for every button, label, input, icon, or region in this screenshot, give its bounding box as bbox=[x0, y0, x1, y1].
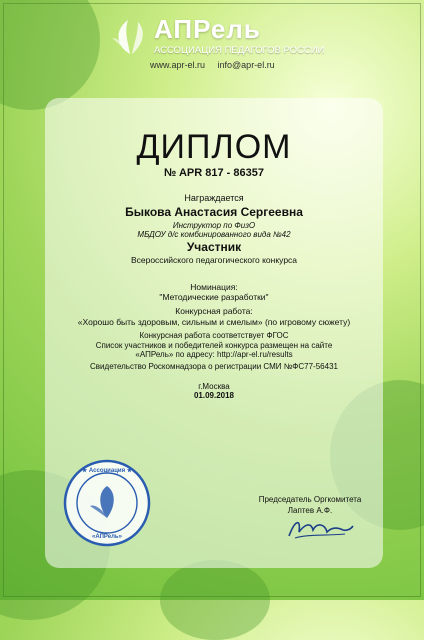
signatory-name: Лаптев А.Ф. bbox=[287, 506, 333, 515]
issue-city: г.Москва bbox=[198, 382, 230, 391]
awarded-label: Награждается bbox=[184, 193, 244, 203]
signatory-block bbox=[250, 494, 370, 516]
background-leaf bbox=[160, 560, 270, 640]
work-label: Конкурсная работа: bbox=[175, 306, 253, 316]
website-link[interactable]: www.apr-el.ru bbox=[150, 60, 206, 70]
nomination-label: Номинация: bbox=[190, 282, 238, 292]
diploma-number: № APR 817 - 86357 bbox=[164, 167, 264, 179]
media-certificate: Свидетельство Роскомнадзора о регистрации СМИ №ФС77-56431 bbox=[90, 362, 338, 371]
results-note-line1: Список участников и победителей конкурса размещен на сайте bbox=[95, 341, 333, 350]
recipient-organization: МБДОУ д/с комбинированного вида №42 bbox=[137, 230, 291, 239]
contest-name: Всероссийского педагогического конкурса bbox=[130, 255, 298, 265]
signature-image bbox=[285, 514, 355, 542]
fgos-note: Конкурсная работа соответствует ФГОС bbox=[139, 331, 289, 340]
recipient-position: Инструктор по ФизО bbox=[172, 221, 256, 230]
recipient-name: Быкова Анастасия Сергеевна bbox=[125, 205, 303, 219]
leaf-logo-icon bbox=[110, 16, 150, 56]
svg-text:★ Ассоциация ★: ★ Ассоциация ★ bbox=[81, 468, 133, 474]
diploma-title: ДИПЛОМ bbox=[136, 128, 292, 166]
nomination-value: "Методические разработки" bbox=[159, 292, 269, 302]
issue-date: 01.09.2018 bbox=[193, 391, 235, 400]
association-seal bbox=[62, 458, 152, 548]
logo-title: АПРель bbox=[154, 14, 261, 44]
signatory-title: Председатель Оргкомитета bbox=[258, 495, 362, 504]
work-title: «Хорошо быть здоровым, сильным и смелым» (по игровому сюжету) bbox=[77, 317, 351, 327]
logo-subtitle: АССОЦИАЦИЯ ПЕДАГОГОВ РОССИИ bbox=[154, 45, 325, 56]
contact-line bbox=[150, 60, 285, 70]
results-note-line2: «АПРель» по адресу: http://apr-el.ru/results bbox=[135, 350, 293, 359]
participant-role: Участник bbox=[186, 240, 242, 254]
svg-text:«АПРель»: «АПРель» bbox=[92, 534, 122, 540]
email-link[interactable]: info@apr-el.ru bbox=[217, 60, 275, 70]
